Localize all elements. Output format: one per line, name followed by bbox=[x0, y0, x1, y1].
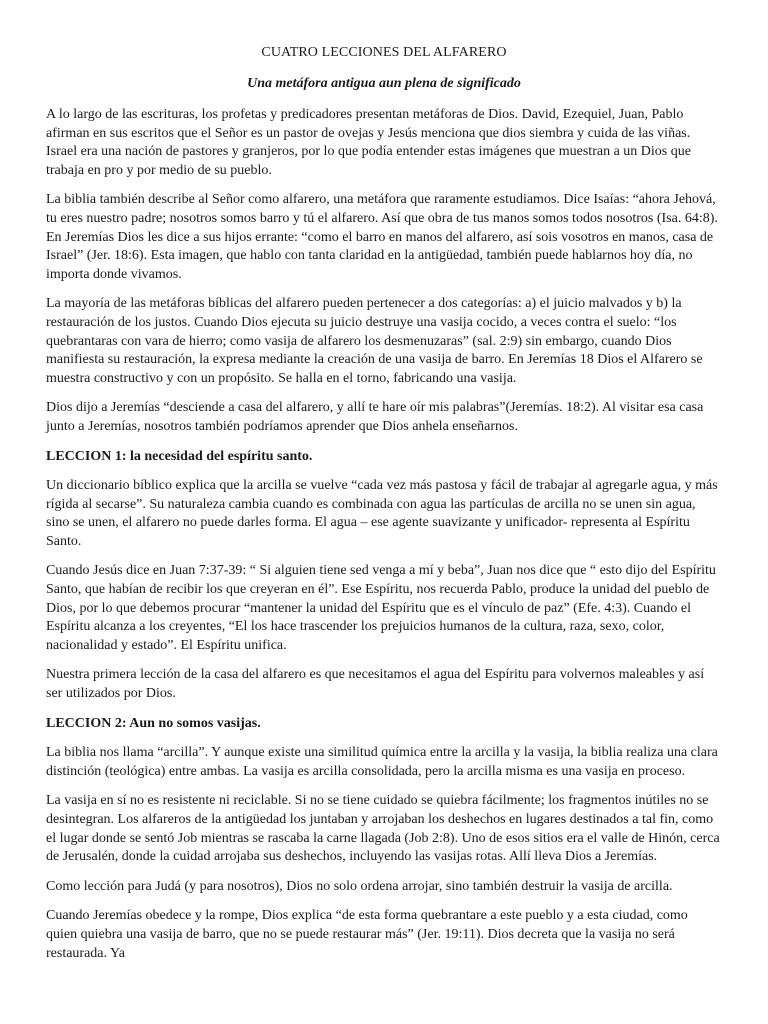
paragraph: Cuando Jeremías obedece y la rompe, Dios explica “de esta forma quebrantare a este pueblo y a esta ciudad, como quien quiebra una vasija de barro, que no se puede restaurar más” (Jer. 19:11). Dios decreta que la vasija no será restaurada. Ya bbox=[46, 908, 688, 961]
paragraph: La biblia también describe al Señor como alfarero, una metáfora que raramente estudiamos. Dice Isaías: “ahora Jehová, tu eres nuestro padre; nosotros somos barro y tú el alfarero. Así que obra de tus manos somos todos nosotros (Isa. 64:8). En Jeremías Dios les dice a sus hijos errante: “como el barro en manos del alfarero, así sois vosotros en manos, casa de Israel” (Jer. 18:6). Esta imagen, que hablo con tanta claridad en la antigüedad, también puede hablarnos hoy día, no importa donde vivamos. bbox=[46, 192, 718, 282]
paragraph: Un diccionario bíblico explica que la arcilla se vuelve “cada vez más pastosa y fácil de trabajar al agregarle agua, y más rígida al secarse”. Su naturaleza cambia cuando es combinada con agua las partículas de arcilla no se unen sin agua, sino se unen, el alfarero no puede darles forma. El agua – ese agente suavizante y unificador- representa al Espíritu Santo. bbox=[46, 478, 718, 549]
paragraph: Cuando Jesús dice en Juan 7:37-39: “ Si alguien tiene sed venga a mí y beba”, Juan nos dice que “ esto dijo del Espíritu Santo, que habían de recibir los que creyeran en él”. Ese Espíritu, nos recuerda Pablo, produce la unidad del pueblo de Dios, por lo que debemos procurar “mantener la unidad del Espíritu que es el vínculo de paz” (Efe. 4:3). Cuando el Espíritu alcanza a los creyentes, “El los hace trascender los prejuicios humanos de la cultura, raza, sexo, color, nacionalidad y estado”. El Espíritu unifica. bbox=[46, 563, 716, 653]
paragraph: La vasija en sí no es resistente ni reciclable. Si no se tiene cuidado se quiebra fácilmente; los fragmentos inútiles no se desintegran. Los alfareros de la antigüedad los juntaban y arrojaban los deshechos en lugares destinados a tal fin, como el lugar donde se sentó Job mientras se rascaba la carne llagada (Job 2:8). Uno de esos sitios era el valle de Hinón, cerca de Jerusalén, donde la cuidad arrojaba sus deshechos, incluyendo las vasijas rotas. Allí lleva Dios a Jeremías. bbox=[46, 793, 720, 865]
paragraph: La biblia nos llama “arcilla”. Y aunque existe una similitud química entre la arcilla y la vasija, la biblia realiza una clara distinción (teológica) entre ambas. La vasija es arcilla consolidada, pero la arcilla misma es una vasija en proceso. bbox=[46, 745, 718, 779]
paragraph: La mayoría de las metáforas bíblicas del alfarero pueden pertenecer a dos categorías: a) el juicio malvados y b) la restauración de los justos. Cuando Dios ejecuta su juicio destruye una vasija cocido, a veces contra el suelo: “los quebrantaras con vara de hierro; como vasija de alfarero los desmenuzaras” (sal. 2:9) sin embargo, cuando Dios manifiesta su restauración, la expresa mediante la creación de una vasija de barro. En Jeremías 18 Dios el Alfarero se muestra constructivo y con un propósito. Se halla en el torno, fabricando una vasija. bbox=[46, 296, 703, 386]
paragraph: Como lección para Judá (y para nosotros), Dios no solo ordena arrojar, sino también destruir la vasija de arcilla. bbox=[46, 878, 673, 894]
section-heading: LECCION 2: Aun no somos vasijas. bbox=[46, 715, 261, 731]
document-subtitle: Una metáfora antigua aun plena de significado bbox=[247, 76, 521, 91]
paragraph: Nuestra primera lección de la casa del alfarero es que necesitamos el agua del Espíritu para volvernos maleables y así ser utilizados por Dios. bbox=[46, 667, 705, 702]
document-body bbox=[46, 106, 722, 963]
section-heading: LECCION 1: la necesidad del espíritu santo. bbox=[46, 448, 313, 464]
paragraph: Dios dijo a Jeremías “desciende a casa del alfarero, y allí te hare oír mis palabras”(Jeremías. 18:2). Al visitar esa casa junto a Jeremías, nosotros también podríamos aprender que Dios anhela enseñarnos. bbox=[46, 400, 704, 434]
document-title: CUATRO LECCIONES DEL ALFARERO bbox=[261, 45, 507, 60]
paragraph: A lo largo de las escrituras, los profetas y predicadores presentan metáforas de Dios. David, Ezequiel, Juan, Pablo afirman en sus escritos que el Señor es un pastor de ovejas y Jesús menciona que dios siembra y cuida de las viñas. Israel era una nación de pastores y granjeros, por lo que podía entender estas imágenes que muestran a un Dios que trabaja en pro y por medio de su pueblo. bbox=[46, 107, 691, 178]
document-page bbox=[46, 44, 722, 974]
